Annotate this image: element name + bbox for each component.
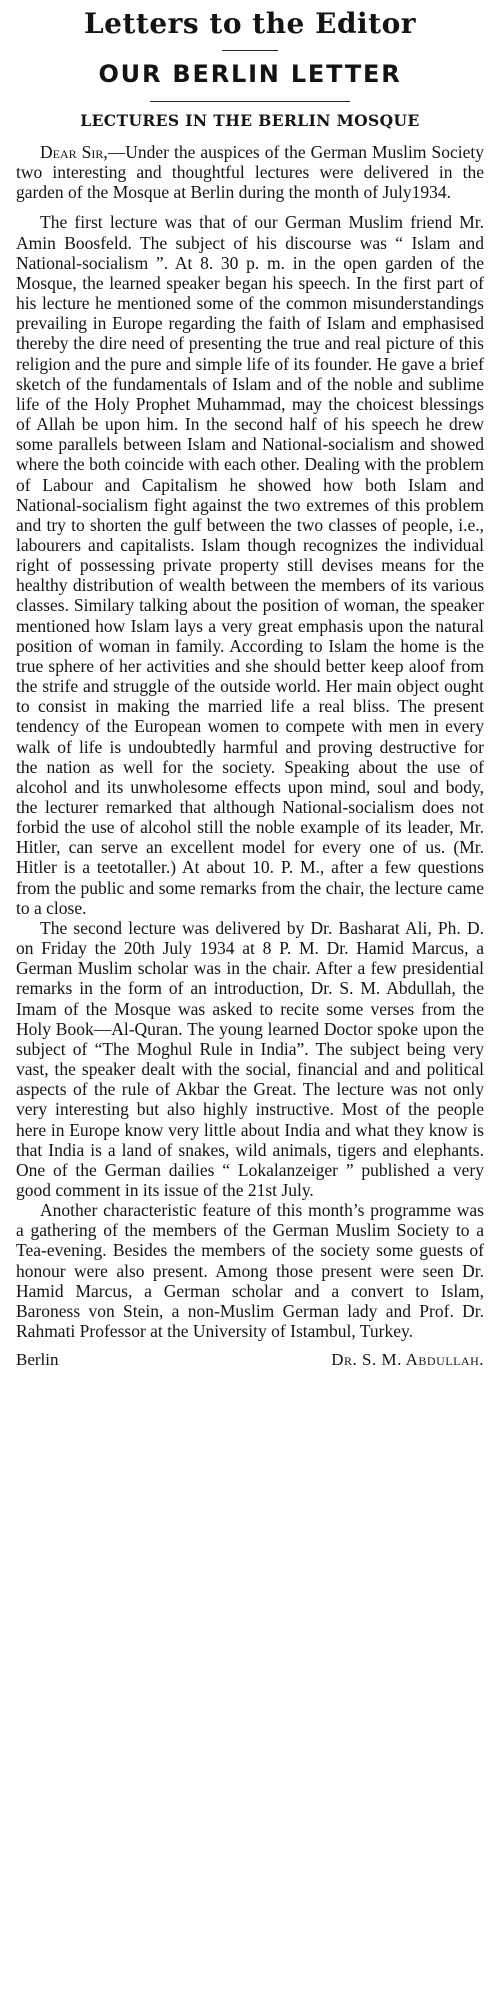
- title-divider: [222, 50, 278, 51]
- letter-title: OUR BERLIN LETTER: [98, 60, 402, 88]
- signoff-author: Dr. S. M. Abdullah.: [331, 1350, 484, 1370]
- paragraph-first-lecture: The first lecture was that of our German Muslim friend Mr. Amin Boosfeld. The subject of his discourse was “ Islam and National-socialism ”. At 8. 30 p. m. in the open garden of the Mosque, the learned speaker began his speech. In the first part of his lecture he mentioned some of the common misunderstandings prevailing in Europe regarding the faith of Islam and emphasised thereby the dire need of presenting the true and real picture of this religion and the pure and simple life of its founder. He gave a brief sketch of the fundamentals of Islam and of the noble and sublime life of the Holy Prophet Muhammad, may the choicest blessings of Allah be upon him. In the second half of his speech he drew some parallels between Islam and National-socialism and showed where the both coincide with each other. Dealing with the problem of Labour and Capitalism he showed how both Islam and National-socialism fight against the two extremes of this problem and try to shorten the gulf between the two classes of people, i.e., labourers and capitalists. Islam though recognizes the individual right of possessing private property still devises means for the healthy distribution of wealth between the members of its various classes. Similary talking about the position of woman, the speaker mentioned how Islam lays a very great emphasis upon the natural position of woman in family. According to Islam the home is the true sphere of her activities and she should better keep aloof from the strife and struggle of the outside world. Her main object ought to consist in making the married life a real bliss. The present tendency of the European women to compete with men in every walk of life is undoubtedly harmful and proving destructive for the nation as well for the society. Speaking about the use of alcohol and its unwholesome effects upon mind, soul and body, the lecturer remarked that although National-socialism does not forbid the use of alcohol still the noble example of its leader, Mr. Hitler, can serve an excellent model for every one of us. (Mr. Hitler is a teetotaller.) At about 10. P. M., after a few questions from the public and some remarks from the chair, the lecture came to a close.: [16, 212, 484, 918]
- paragraph-second-lecture: The second lecture was delivered by Dr. Basharat Ali, Ph. D. on Friday the 20th July 1934 at 8 P. M. Dr. Hamid Marcus, a German Muslim scholar was in the chair. After a few presidential remarks in the form of an introduction, Dr. S. M. Abdullah, the Imam of the Mosque was asked to recite some verses from the Holy Book—Al-Quran. The young learned Doctor spoke upon the subject of “The Moghul Rule in India”. The subject being very vast, the speaker dealt with the social, financial and and political aspects of the rule of Akbar the Great. The lecture was not only very interesting but also highly instructive. Most of the people here in Europe know very little about India and what they know is that India is a land of snakes, wild animals, tigers and elephants. One of the German dailies “ Lokalanzeiger ” published a very good comment in its issue of the 21st July.: [16, 917, 484, 1200]
- section-title: Letters to the Editor: [83, 7, 417, 40]
- intro-paragraph: [16, 142, 484, 202]
- intro-text: —Under the auspices of the German Muslim Society two interesting and thoughtful lectures were delivered in the garden of the Mosque at Berlin during the month of July1934.: [16, 142, 484, 203]
- title-underline: [150, 101, 350, 102]
- letter-page: [16, 0, 484, 1371]
- paragraph-tea-evening: Another characteristic feature of this month’s programme was a gathering of the members of the German Muslim Society to a Tea-evening. Besides the members of the society some guests of honour were also present. Among those present were seen Dr. Hamid Marcus, a German scholar and a convert to Islam, Baroness von Stein, a non-Muslim German lady and Prof. Dr. Rahmati Professor at the University of Istambul, Turkey.: [16, 1200, 484, 1342]
- paragraph-gap: [16, 202, 484, 212]
- salutation: Dear Sir,: [40, 142, 108, 162]
- article-subheading: LECTURES IN THE BERLIN MOSQUE: [80, 111, 420, 130]
- signoff-place: Berlin: [16, 1350, 59, 1370]
- signoff: [16, 1349, 484, 1371]
